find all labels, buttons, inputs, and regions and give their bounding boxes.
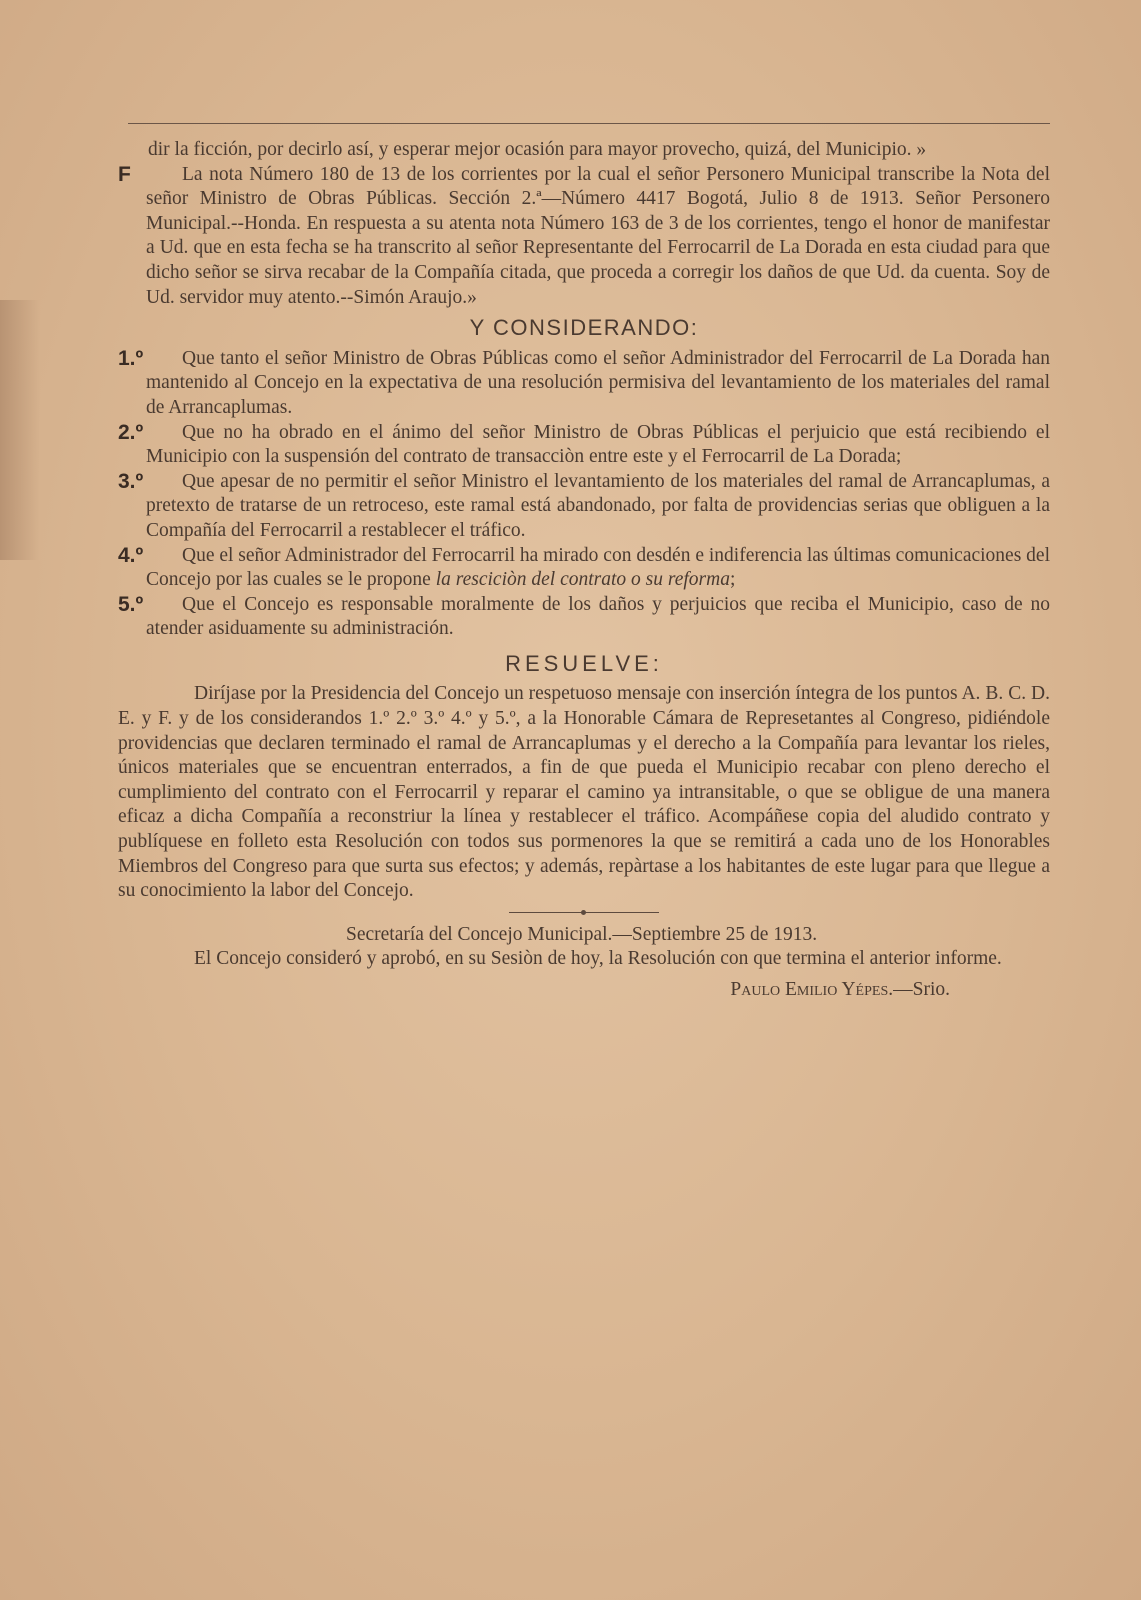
considerando-text: Que el Concejo es responsable moralmente de los daños y perjuicios que reciba el Municipio, caso de no atender asiduamente su administración. (146, 593, 1050, 640)
considerando-text: Que no ha obrado en el ánimo del señor Ministro de Obras Públicas el perjuicio que está recibiendo el Municipio con la suspensión del contrato de transacciòn entre este y el Ferrocarril de La Dorada; (146, 421, 1050, 468)
resuelve-text: Diríjase por la Presidencia del Concejo un respetuoso mensaje con inserción íntegra de los puntos A. B. C. D. E. y F. y de los considerandos 1.º 2.º 3.º 4.º y 5.º, a la Honorable Cámara de Represetantes al Congreso, pidiéndole providencias que declaren terminado el ramal de Arrancaplumas y el derecho a la Compañía para levantar los rieles, únicos materiales que se encuentran enterrados, a fin de que pueda el Municipio recabar con pleno derecho el cumplimiento del contrato con el Ferrocarril y reparar el camino ya intransitable, o que se obligue de una manera eficaz a dicha Compañía a reconstriur la línea y restablecer el tráfico. Acompáñese copia del aludido contrato y publíquese en folleto esta Resolución con todos sus pormenores la que se remitirá a cada uno de los Honorables Miembros del Congreso para que surta sus efectos; y además, repàrtase a los habitantes de este lugar para que llegue a su conocimiento la labor del Concejo. (118, 683, 1050, 902)
considerando-text (146, 544, 1050, 593)
document-body (118, 138, 1050, 1003)
considerando-heading: Y CONSIDERANDO: (469, 315, 699, 341)
considerando-text-italic: la resciciòn del contrato o su reforma (435, 569, 730, 591)
point-f-label: F (118, 162, 131, 186)
secretaria-line: Secretaría del Concejo Municipal.—Septiembre 25 de 1913. (346, 923, 818, 945)
point-f (118, 163, 1050, 311)
considerando-item-1 (118, 347, 1050, 421)
top-rule (128, 123, 1050, 124)
signature-role: .—Srio. (888, 979, 950, 1000)
considerando-item-4 (118, 544, 1050, 593)
signature (118, 978, 1050, 1003)
considerando-item-5 (118, 593, 1050, 642)
continuation-paragraph: dir la ficción, por decirlo así, y esperar mejor ocasión para mayor provecho, quizá, del Municipio. » (148, 139, 927, 160)
signature-name: Paulo Emilio Yépes (730, 979, 889, 1000)
considerando-number: 4.º (118, 543, 144, 567)
considerando-number: 5.º (118, 592, 144, 616)
concejo-approval: El Concejo consideró y aprobó, en su Sesiòn de hoy, la Resolución con que termina el anterior informe. (194, 948, 1002, 970)
paper-stain (0, 300, 40, 560)
considerando-number: 1.º (118, 346, 144, 370)
considerando-item-2 (118, 421, 1050, 470)
section-divider (509, 912, 659, 913)
resuelve-heading: RESUELVE: (505, 650, 663, 676)
considerando-text-after: ; (729, 569, 736, 591)
considerando-number: 2.º (118, 420, 144, 444)
considerando-text: Que apesar de no permitir el señor Ministro el levantamiento de los materiales del ramal de Arrancaplumas, a pretexto de tratarse de un retroceso, este ramal está abandonado, por falta de providencias serias que obliguen a la Compañía del Ferrocarril a restablecer el tráfico. (146, 470, 1050, 541)
considerando-text: Que tanto el señor Ministro de Obras Públicas como el señor Administrador del Ferrocarril de La Dorada han mantenido al Concejo en la expectativa de una resolución permisiva del levantamiento de los materiales del ramal de Arrancaplumas. (146, 347, 1050, 418)
considerando-text-before: Que el señor Administrador del Ferrocarril ha mirado con desdén e indiferencia las últimas comunicaciones del Concejo por las cuales se le propone (146, 544, 1050, 591)
considerando-number: 3.º (118, 469, 144, 493)
point-f-text: La nota Número 180 de 13 de los corrientes por la cual el señor Personero Municipal transcribe la Nota del señor Ministro de Obras Públicas. Sección 2.ª—Número 4417 Bogotá, Julio 8 de 1913. Señor Personero Municipal.--Honda. En respuesta a su atenta nota Número 163 de 3 de los corrientes, tengo el honor de manifestar a Ud. que en esta fecha se ha transcrito al señor Representante del Ferrocarril de La Dorada en esta ciudad para que dicho señor se sirva recabar de la Compañía citada, que proceda a corregir los daños de que Ud. da cuenta. Soy de Ud. servidor muy atento.--Simón Araujo.» (146, 163, 1050, 308)
considerando-item-3 (118, 470, 1050, 544)
